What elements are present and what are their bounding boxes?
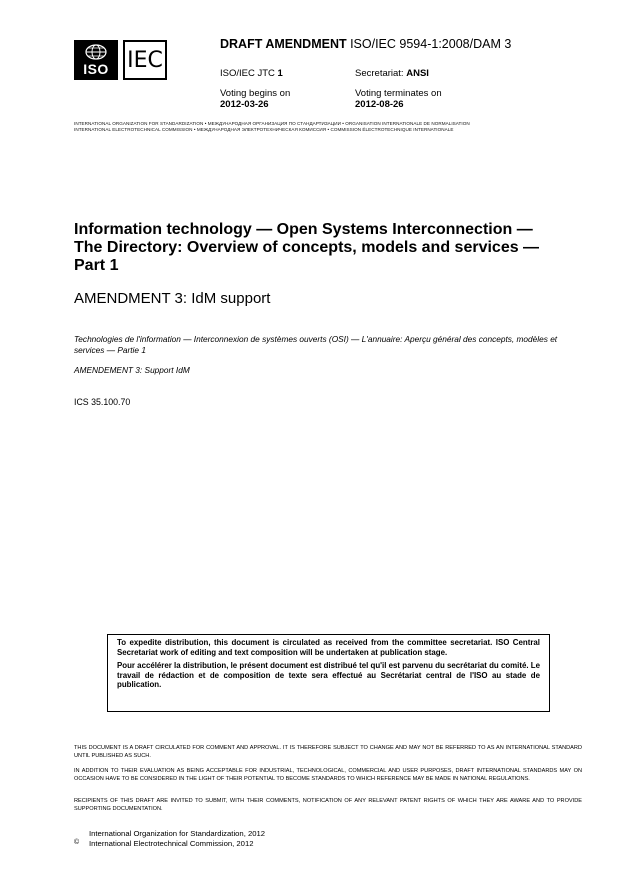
- title-line: The Directory: Overview of concepts, models and services —: [74, 239, 540, 256]
- disclaimer-3: RECIPIENTS OF THIS DRAFT ARE INVITED TO SUBMIT, WITH THEIR COMMENTS, NOTIFICATION OF ANY RELEVANT PATENT RIGHTS OF WHICH THEY ARE AWARE AND TO PROVIDE SUPPORTING DOCUMENTATION.: [74, 798, 582, 812]
- french-title: Technologies de l'information — Interconnexion de systèmes ouverts (OSI) — L'annuaire: Aperçu général des concepts, modèles et services — Partie 1: [74, 334, 558, 355]
- voting-begins-date: 2012-03-26: [220, 99, 269, 110]
- disclaimer-2: IN ADDITION TO THEIR EVALUATION AS BEING ACCEPTABLE FOR INDUSTRIAL, TECHNOLOGICAL, COMMERCIAL AND USER PURPOSES, DRAFT INTERNATIONAL STANDARDS MAY ON OCCASION HAVE TO BE CONSIDERED IN THE LIGHT OF THEIR POTENTIAL TO BECOME STANDARDS TO WHICH REFERENCE MAY BE MADE IN NATIONAL REGULATIONS.: [74, 768, 582, 782]
- iec-logo: IEC: [123, 40, 167, 80]
- voting-ends-label: Voting terminates on: [355, 88, 442, 99]
- committee: ISO/IEC JTC 1: [220, 68, 283, 79]
- committee-number: 1: [277, 68, 283, 79]
- ics-code: ICS 35.100.70: [74, 397, 131, 407]
- org-line-1: INTERNATIONAL ORGANIZATION FOR STANDARDIZATION • МЕЖДУНАРОДНАЯ ОРГАНИЗАЦИЯ ПО СТАНДАРТИЗАЦИИ • ORGANISATION INTERNATIONALE DE NORMALISATION: [74, 121, 470, 126]
- document-title: [220, 37, 511, 51]
- secretariat-value: ANSI: [406, 68, 429, 79]
- document-number: ISO/IEC 9594-1:2008/DAM 3: [346, 37, 512, 51]
- iso-logo: [74, 40, 118, 80]
- copyright-line: International Organization for Standardization, 2012: [89, 829, 266, 838]
- copyright-line: International Electrotechnical Commission, 2012: [89, 839, 254, 848]
- org-line-2: INTERNATIONAL ELECTROTECHNICAL COMMISSION • МЕЖДУНАРОДНАЯ ЭЛЕКТРОТЕХНИЧЕСКАЯ КОМИССИЯ • COMMISSION ÉLECTROTECHNIQUE INTERNATIONALE: [74, 127, 454, 132]
- iso-logo-text: ISO: [83, 61, 109, 77]
- draft-amendment-label: DRAFT AMENDMENT: [220, 37, 347, 51]
- notice-english: To expedite distribution, this document is circulated as received from the committee secretariat. ISO Central Secretariat work of editing and text composition will be undertaken at publication stage.: [117, 638, 540, 657]
- secretariat: Secretariat: ANSI: [355, 68, 429, 79]
- french-amendment: AMENDEMENT 3: Support IdM: [74, 365, 190, 375]
- main-title: [74, 221, 574, 275]
- voting-begins-label: Voting begins on: [220, 88, 291, 99]
- title-line: Information technology — Open Systems Interconnection —: [74, 221, 533, 238]
- title-line: Part 1: [74, 257, 119, 274]
- copyright-notice: [89, 829, 265, 849]
- copyright-icon: ©: [74, 839, 80, 846]
- notice-french: Pour accélérer la distribution, le présent document est distribué tel qu'il est parvenu du secrétariat du comité. Le travail de rédaction et de composition de texte sera effectué au Secrétariat central de l'ISO au stade de publication.: [117, 661, 540, 690]
- globe-icon: [85, 44, 107, 60]
- voting-ends-date: 2012-08-26: [355, 99, 404, 110]
- distribution-notice: [107, 634, 550, 712]
- amendment-title: AMENDMENT 3: IdM support: [74, 290, 271, 307]
- disclaimer-1: THIS DOCUMENT IS A DRAFT CIRCULATED FOR COMMENT AND APPROVAL. IT IS THEREFORE SUBJECT TO CHANGE AND MAY NOT BE REFERRED TO AS AN INTERNATIONAL STANDARD UNTIL PUBLISHED AS SUCH.: [74, 745, 582, 759]
